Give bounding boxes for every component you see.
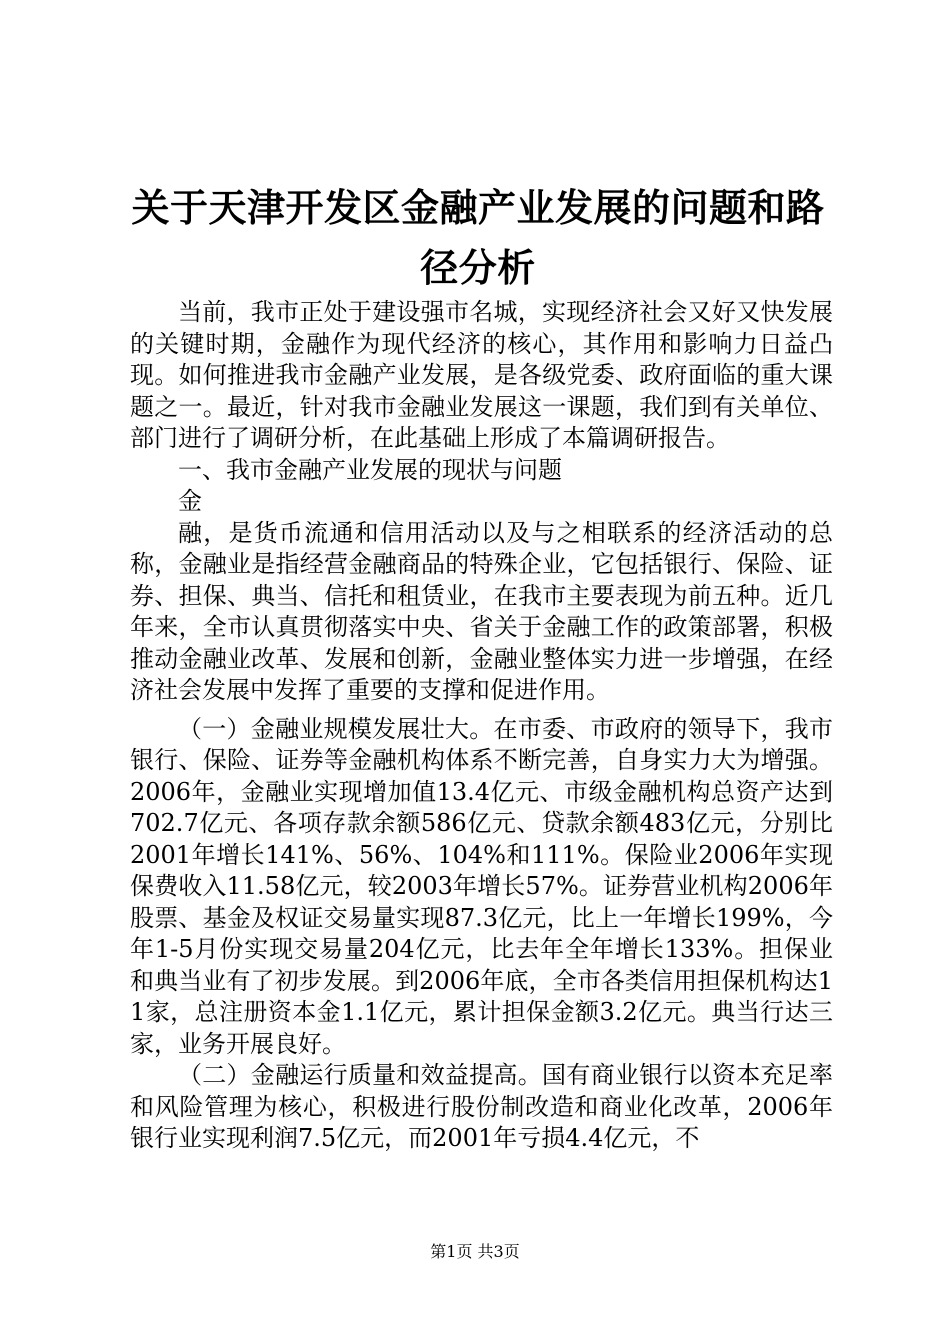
paragraph-fragment: 金 — [178, 487, 202, 515]
paragraph-scale-growth: （一）金融业规模发展壮大。在市委、市政府的领导下，我市银行、保险、证券等金融机构体系不断完善，自身实力大为增强。2006年，金融业实现增加值13.4亿元、市级金融机构总资产达到702.7亿元、各项存款余额586亿元、贷款余额483亿元，分别比2001年增长141%、56%、104%和111%。保险业2006年实现保费收入11.58亿元，较2003年增长57%。证券营业机构2006年股票、基金及权证交易量实现87.3亿元，比上一年增长199%，今年1-5月份实现交易量204亿元，比去年全年增长133%。担保业和典当业有了初步发展。到2006年底，全市各类信用担保机构达11家，总注册资本金1.1亿元，累计担保金额3.2亿元。典当行达三家，业务开展良好。 — [130, 714, 833, 1058]
section-heading-status: 一、我市金融产业发展的现状与问题 — [178, 455, 562, 484]
document-body — [130, 297, 833, 1155]
document-title: 关于天津开发区金融产业发展的问题和路径分析 — [131, 186, 825, 290]
paragraph-intro: 当前，我市正处于建设强市名城，实现经济社会又好又快发展的关键时期，金融作为现代经济的核心，其作用和影响力日益凸现。如何推进我市金融产业发展，是各级党委、政府面临的重大课题之一。最近，针对我市金融业发展这一课题，我们到有关单位、部门进行了调研分析，在此基础上形成了本篇调研报告。 — [130, 298, 833, 452]
paragraph-quality-improvement: （二）金融运行质量和效益提高。国有商业银行以资本充足率和风险管理为核心，积极进行股份制改造和商业化改革，2006年银行业实现利润7.5亿元，而2001年亏损4.4亿元，不 — [130, 1061, 833, 1152]
page-number-footer: 第1页 共3页 — [430, 1242, 520, 1261]
paragraph-finance-definition: 融，是货币流通和信用活动以及与之相联系的经济活动的总称，金融业是指经营金融商品的特殊企业，它包括银行、保险、证券、担保、典当、信托和租赁业，在我市主要表现为前五种。近几年来，全市认真贯彻落实中央、省关于金融工作的政策部署，积极推动金融业改革、发展和创新，金融业整体实力进一步增强，在经济社会发展中发挥了重要的支撑和促进作用。 — [130, 518, 833, 704]
